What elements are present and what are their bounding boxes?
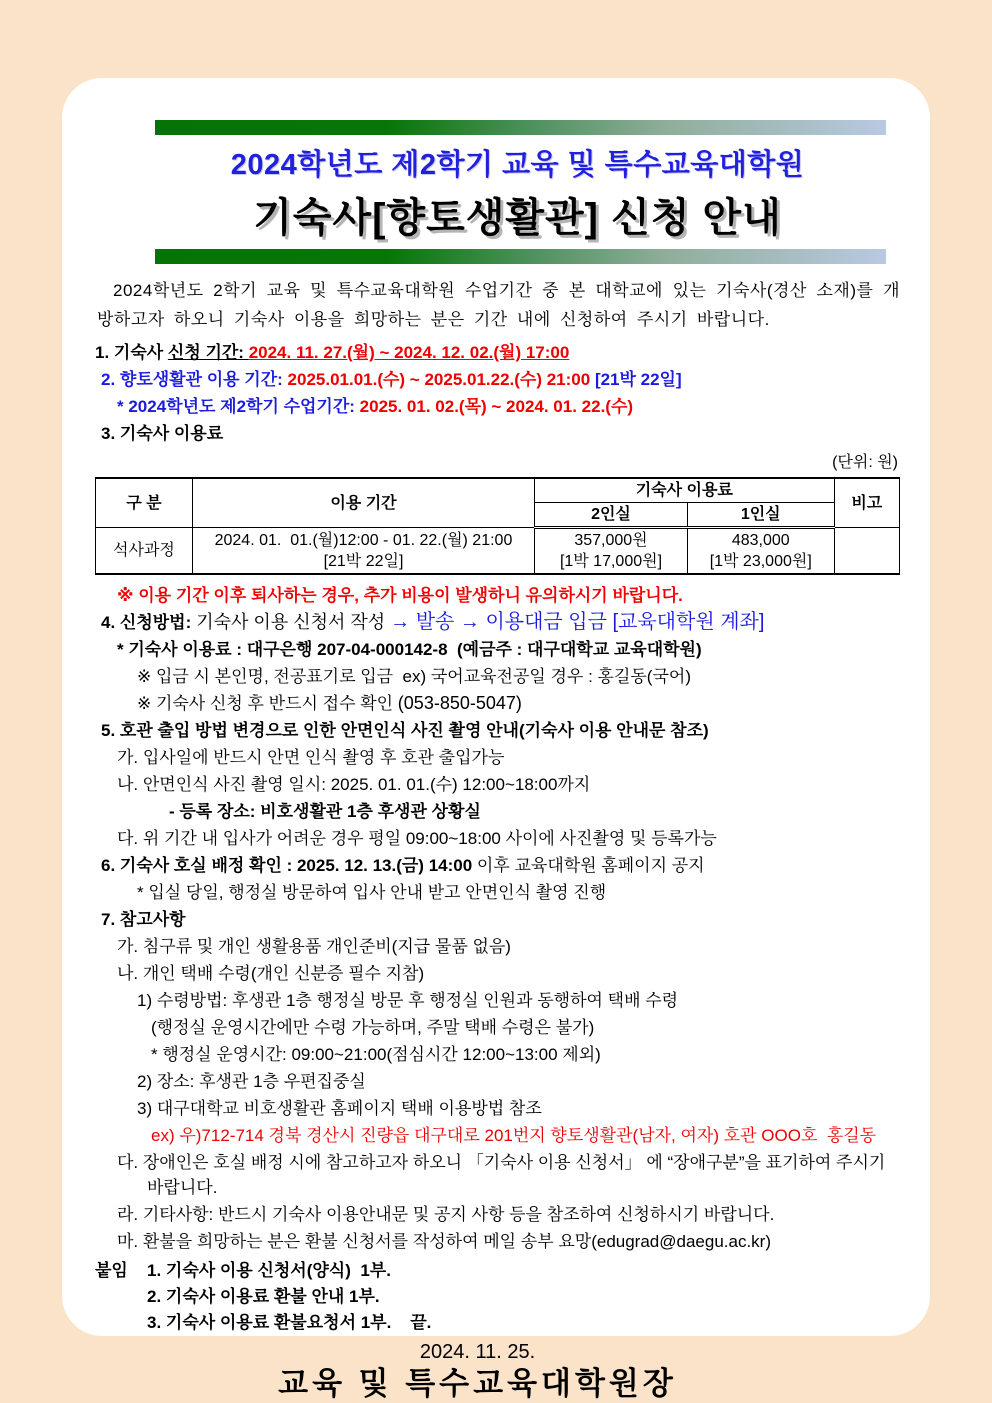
apply-method-steps: 기숙사 이용 신청서 작성 bbox=[191, 612, 391, 632]
notes-b1: 1) 수령방법: 후생관 1층 행정실 방문 후 행정실 인원과 동행하여 택배 수령 bbox=[137, 991, 679, 1010]
fee-table-header-single-room: 1인실 bbox=[687, 503, 834, 528]
fee-row-double bbox=[535, 528, 688, 575]
notice-title: 기숙사[향토생활관] 신청 안내 bbox=[253, 196, 782, 240]
room-assign-sub: * 입실 당일, 행정실 방문하여 입사 안내 받고 안면인식 촬영 진행 bbox=[137, 883, 607, 902]
notice-subtitle: 2024학년도 제2학기 교육 및 특수교육대학원 bbox=[230, 149, 805, 181]
item-fee-heading: 3. 기숙사 이용료 bbox=[101, 424, 224, 443]
deposit-note: ※ 입금 시 본인명, 전공표기로 입금 ex) 국어교육전공일 경우 : 홍길동(국어) bbox=[137, 667, 691, 686]
notes-b3: 3) 대구대학교 비호생활관 홈페이지 택배 이용방법 참조 bbox=[137, 1099, 542, 1118]
header-top-gradient-bar bbox=[155, 120, 886, 135]
confirm-note bbox=[137, 691, 900, 716]
use-period-dates: 2025.01.01.(수) ~ 2025.01.22.(수) 21:00 bbox=[287, 370, 595, 389]
face-scan-c: 다. 위 기간 내 입사가 어려운 경우 평일 09:00~18:00 사이에 사진촬영 및 등록가능 bbox=[117, 829, 717, 848]
item-apply-period bbox=[95, 340, 900, 365]
item-class-period bbox=[117, 394, 900, 419]
attachment-1: 1. 기숙사 이용 신청서(양식) 1부. bbox=[147, 1261, 391, 1280]
fee-table-row bbox=[96, 528, 900, 575]
fee-row-period-dates: 2024. 01. 01.(월)12:00 - 01. 22.(월) 21:00 bbox=[214, 531, 513, 549]
fee-row-single bbox=[687, 528, 834, 575]
fee-table-header-double-room: 2인실 bbox=[535, 503, 688, 528]
notes-b1-note: (행정실 운영시간에만 수령 가능하며, 주말 택배 수령은 불가) bbox=[151, 1018, 595, 1037]
fee-table-header-division: 구 분 bbox=[96, 478, 193, 528]
fee-table-header-period: 이용 기간 bbox=[192, 478, 534, 528]
attachments-list bbox=[147, 1258, 431, 1336]
signer-title: 교육 및 특수교육대학원장 bbox=[278, 1366, 677, 1401]
fee-table-header-fee-group: 기숙사 이용료 bbox=[535, 478, 835, 503]
use-period-label: 2. 향토생활관 이용 기간: bbox=[101, 370, 288, 389]
room-assign-line bbox=[101, 853, 900, 878]
room-assign-bold: 6. 기숙사 호실 배정 확인 : 2025. 12. 13.(금) 14:00 bbox=[101, 856, 473, 875]
fee-row-single-total: 483,000 bbox=[731, 532, 790, 549]
account-line: * 기숙사 이용료 : 대구은행 207-04-000142-8 (예금주 : 대구대학교 교육대학원) bbox=[117, 640, 702, 659]
fee-row-period-nights: [21박 22일] bbox=[323, 552, 404, 570]
apply-period-label: 신청 기간: bbox=[167, 343, 249, 362]
unit-note: (단위: 원) bbox=[832, 454, 898, 471]
face-scan-b: 나. 안면인식 사진 촬영 일시: 2025. 01. 01.(수) 12:00~18:00까지 bbox=[117, 775, 591, 794]
attachments-label: 붙임 bbox=[95, 1261, 128, 1280]
face-scan-heading: 5. 호관 출입 방법 변경으로 인한 안면인식 사진 촬영 안내(기숙사 이용 안내문 참조) bbox=[101, 721, 709, 740]
item-use-period bbox=[101, 367, 900, 392]
room-assign-plain: 이후 교육대학원 홈페이지 공지 bbox=[472, 856, 705, 875]
class-period-dates: 2025. 01. 02.(목) ~ 2024. 01. 22.(수) bbox=[359, 397, 634, 416]
item-apply-method bbox=[101, 610, 900, 635]
notes-b2: 2) 장소: 후생관 1층 우편집중실 bbox=[137, 1072, 366, 1091]
apply-period-prefix: 1. 기숙사 bbox=[95, 343, 168, 362]
fee-row-period bbox=[192, 528, 534, 575]
attachments bbox=[95, 1258, 900, 1336]
header-bottom-gradient-bar bbox=[155, 249, 886, 264]
apply-period-dates: 2024. 11. 27.(월) ~ 2024. 12. 02.(월) 17:00 bbox=[248, 343, 570, 362]
apply-method-flow: → 발송 → 이용대금 입금 [교육대학원 계좌] bbox=[390, 611, 765, 633]
face-scan-place: - 등록 장소: 비호생활관 1층 후생관 상황실 bbox=[169, 802, 481, 821]
fee-row-single-per-night: [1박 23,000원] bbox=[709, 553, 812, 570]
attachment-3: 3. 기숙사 이용료 환불요청서 1부. 끝. bbox=[147, 1313, 432, 1332]
fee-row-double-per-night: [1박 17,000원] bbox=[559, 553, 663, 570]
notes-b3-example: ex) 우)712-714 경북 경산시 진량읍 대구대로 201번지 향토생활관(남자, 여자) 호관 OOO호 홍길동 bbox=[151, 1126, 877, 1145]
apply-method-label: 4. 신청방법: bbox=[101, 613, 192, 632]
notes-b: 나. 개인 택배 수령(개인 신분증 필수 지참) bbox=[117, 964, 425, 983]
fee-table-header-note: 비고 bbox=[834, 478, 899, 528]
notice-body bbox=[95, 276, 900, 1401]
fee-row-note bbox=[834, 528, 899, 575]
face-scan-a: 가. 입사일에 반드시 안면 인식 촬영 후 호관 출입가능 bbox=[117, 748, 505, 767]
confirm-note-phone: (053-850-5047) bbox=[397, 693, 522, 713]
fee-table bbox=[95, 477, 900, 575]
fee-row-double-total: 357,000원 bbox=[574, 532, 648, 549]
fee-row-division: 석사과정 bbox=[96, 528, 193, 575]
attachment-2: 2. 기숙사 이용료 환불 안내 1부. bbox=[147, 1287, 380, 1306]
use-period-suffix: [21박 22일] bbox=[594, 370, 682, 389]
notes-d: 라. 기타사항: 반드시 기숙사 이용안내문 및 공지 사항 등을 참조하여 신청하시기 바랍니다. bbox=[117, 1205, 775, 1224]
notice-card bbox=[62, 78, 930, 1401]
notes-heading: 7. 참고사항 bbox=[101, 910, 186, 929]
checkout-warning: ※ 이용 기간 이후 퇴사하는 경우, 추가 비용이 발생하니 유의하시기 바랍니다. bbox=[117, 586, 683, 605]
notes-b1-hours: * 행정실 운영시간: 09:00~21:00(점심시간 12:00~13:00 제외) bbox=[151, 1045, 601, 1064]
notice-date: 2024. 11. 25. bbox=[419, 1341, 536, 1363]
notes-e: 마. 환불을 희망하는 분은 환불 신청서를 작성하여 메일 송부 요망(edugrad@daegu.ac.kr) bbox=[117, 1232, 772, 1251]
notes-a: 가. 침구류 및 개인 생활용품 개인준비(지급 물품 없음) bbox=[117, 937, 511, 956]
intro-paragraph: 2024학년도 2학기 교육 및 특수교육대학원 수업기간 중 본 대학교에 있는 기숙사(경산 소재)를 개방하고자 하오니 기숙사 이용을 희망하는 분은 기간 내에 신청하여 주시기 바랍니다. bbox=[97, 281, 900, 329]
confirm-note-text: ※ 기숙사 신청 후 반드시 접수 확인 bbox=[137, 694, 398, 713]
notes-c: 다. 장애인은 호실 배정 시에 참고하고자 하오니 「기숙사 이용 신청서」 에 “장애구분”을 표기하여 주시기 바랍니다. bbox=[117, 1153, 886, 1197]
class-period-label: * 2024학년도 제2학기 수업기간: bbox=[117, 397, 360, 416]
